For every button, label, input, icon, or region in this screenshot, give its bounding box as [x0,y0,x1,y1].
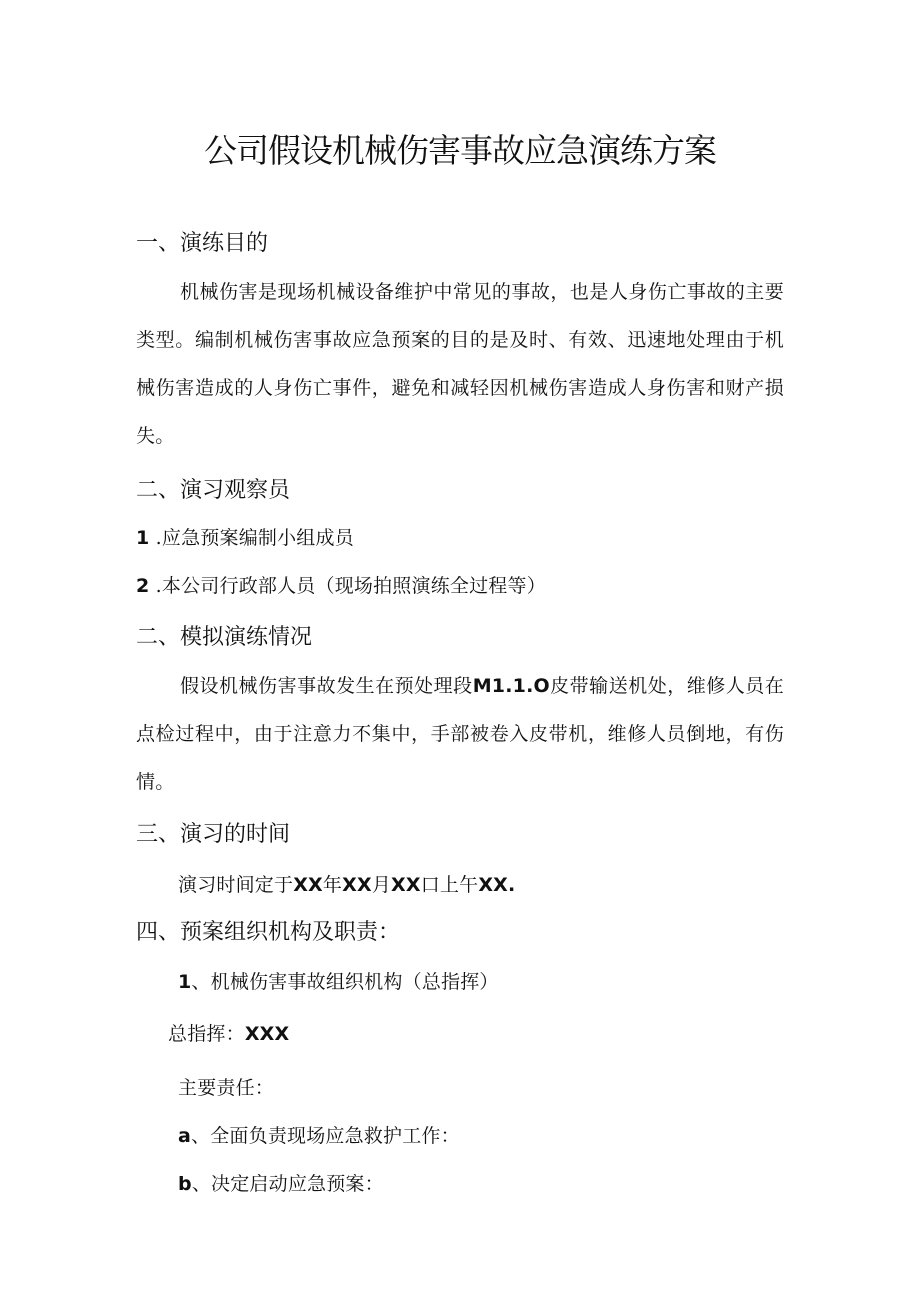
drill-time-year: XX [293,874,323,896]
duty-label: 主要责任： [178,1077,275,1099]
organization-item-1-text: 、机械伤害事故组织机构（总指挥） [191,971,499,993]
drill-time-text-4: 口上午 [420,874,479,896]
duty-item-a [178,1112,460,1160]
scenario-equipment-code: M1.1.O [472,675,550,697]
drill-time-hour: XX. [478,874,516,896]
commander-label: 总指挥： [168,1023,245,1045]
observer-item-1-text: .应急预案编制小组成员 [155,527,354,549]
drill-time-text-3: 月 [371,874,392,896]
section-heading-time: 三、演习的时间 [136,822,291,847]
section-heading-observers: 二、演习观察员 [136,478,291,503]
drill-time-month: XX [342,874,372,896]
organization-item-1-number: 1 [178,971,192,993]
organization-item-1 [178,958,499,1006]
observer-item-2 [136,562,546,610]
commander-line [168,1010,289,1058]
duty-item-a-text: 、全面负责现场应急救护工作： [191,1125,460,1147]
drill-time-text-2: 年 [322,874,343,896]
observer-item-1 [136,514,354,562]
document-title: 公司假设机械伤害事故应急演练方案 [204,131,716,170]
purpose-paragraph: 机械伤害是现场机械设备维护中常见的事故，也是人身伤亡事故的主要类型。编制机械伤害事故应急预案的目的是及时、有效、迅速地处理由于机械伤害造成的人身伤亡事件，避免和减轻因机械伤害造成人身伤害和财产损失。 [136,281,784,447]
section-heading-organization: 四、预案组织机构及职责： [136,920,401,945]
duty-item-b-text: 、决定启动应急预案： [191,1173,384,1195]
observer-item-2-number: 2 [136,575,150,597]
section-heading-purpose: 一、演练目的 [136,231,269,256]
commander-value: XXX [244,1023,290,1045]
drill-time-line [178,861,515,909]
scenario-paragraph [136,662,784,806]
duty-item-b-mark: b [178,1173,192,1195]
observer-item-1-number: 1 [136,527,150,549]
observer-item-2-text: .本公司行政部人员（现场拍照演练全过程等） [155,575,546,597]
duty-item-b [178,1160,384,1208]
section-heading-scenario: 二、模拟演练情况 [136,625,313,650]
scenario-text-a: 假设机械伤害事故发生在预处理段 [180,675,473,697]
drill-time-day: XX [391,874,421,896]
duty-item-a-mark: a [178,1125,192,1147]
scenario-text-b: 皮带输送机处，维修人员在点检过程中，由于注意力不集中，手部被卷入皮带机，维修人员倒地，有伤情。 [136,675,784,793]
drill-time-text-1: 演习时间定于 [178,874,294,896]
